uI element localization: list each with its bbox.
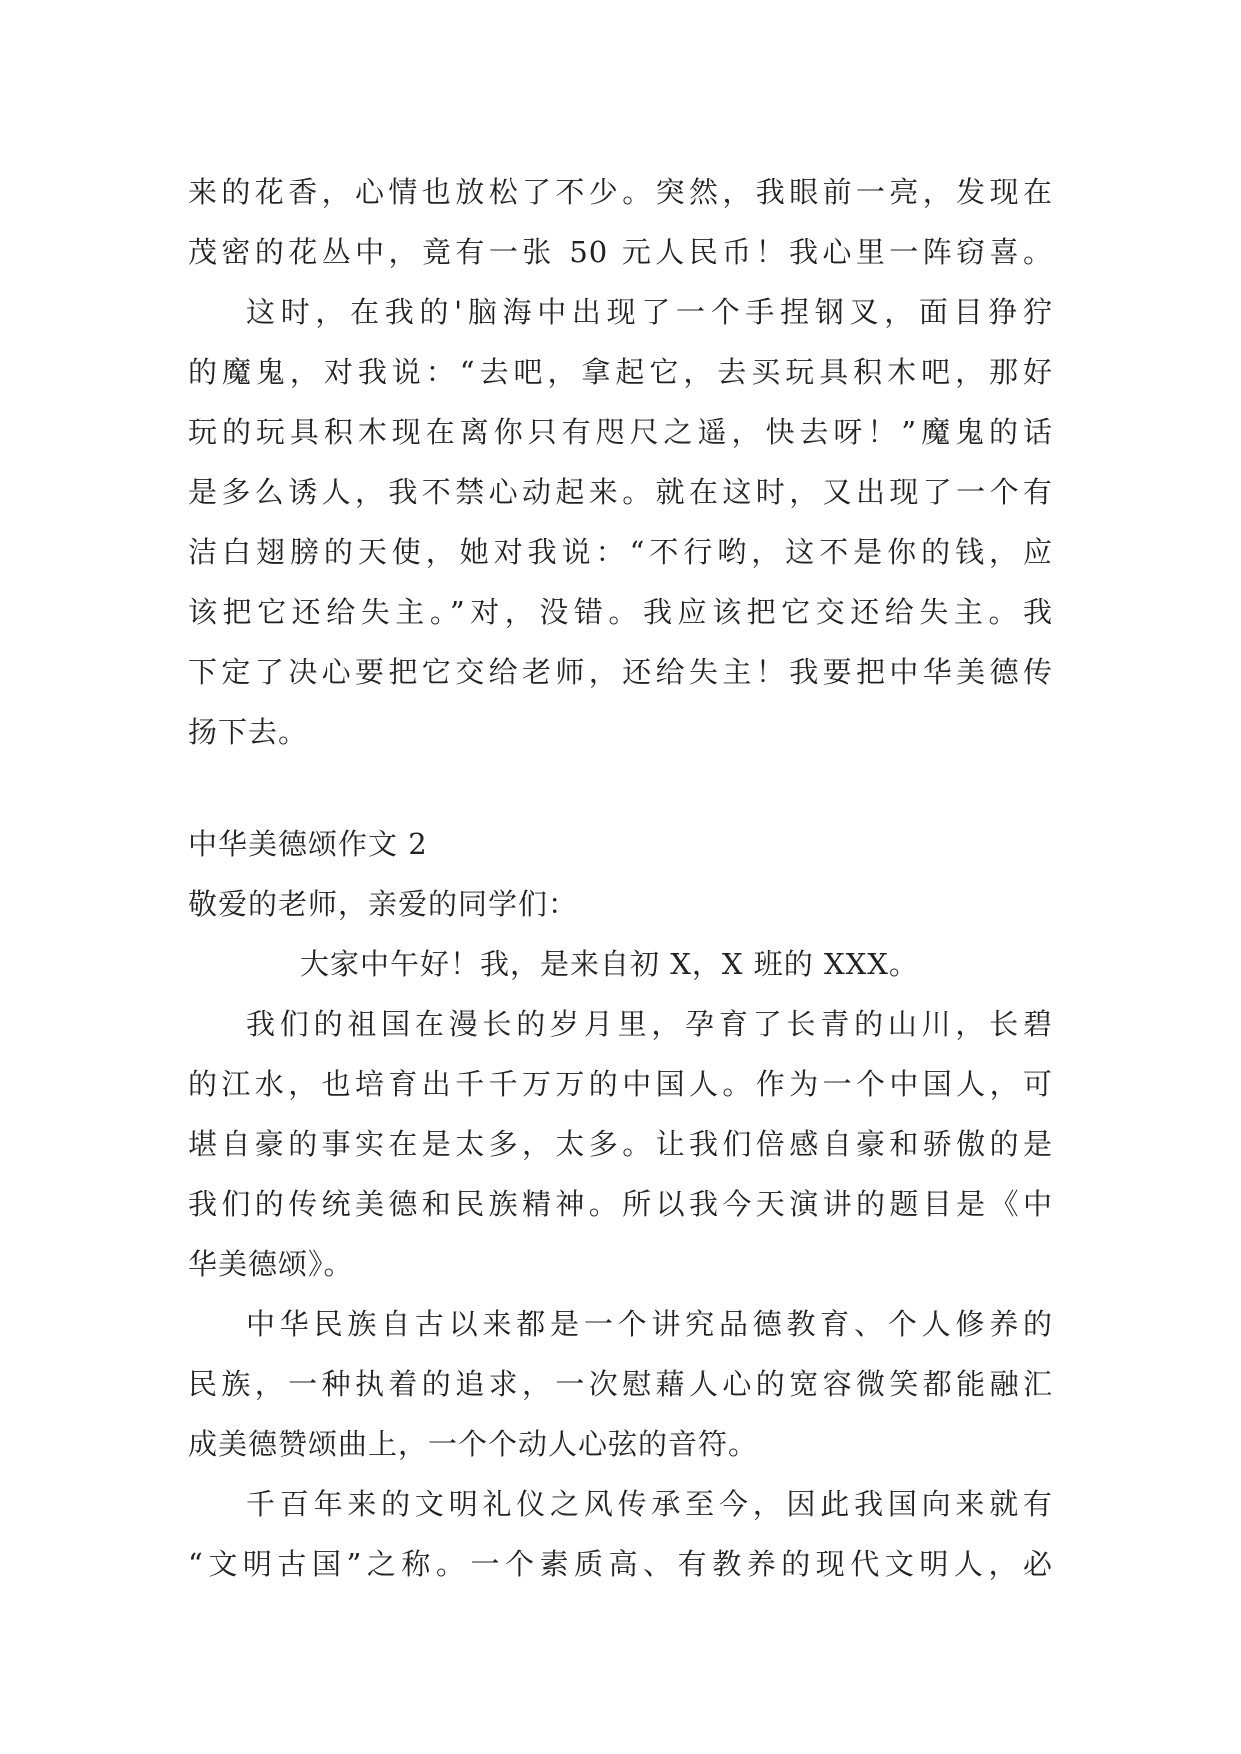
text-line: 华美德颂》。 xyxy=(188,1247,354,1281)
text-line: 是多么诱人，我不禁心动起来。就在这时，又出现了一个有 xyxy=(188,475,1053,509)
text-line: 我们的传统美德和民族精神。所以我今天演讲的题目是《中 xyxy=(188,1187,1053,1221)
text-line: 扬下去。 xyxy=(188,715,309,749)
paragraph-first-line: 千百年来的文明礼仪之风传承至今，因此我国向来就有 xyxy=(246,1487,1053,1521)
paragraph-first-line: 这时，在我的'脑海中出现了一个手捏钢叉，面目狰狞 xyxy=(246,295,1053,329)
text-line: 玩的玩具积木现在离你只有咫尺之遥，快去呀！”魔鬼的话 xyxy=(188,415,1053,449)
document-content xyxy=(188,162,1053,1594)
text-line: 茂密的花丛中，竟有一张 50 元人民币！我心里一阵窃喜。 xyxy=(188,235,1053,269)
paragraph-gap xyxy=(188,762,1053,814)
salutation: 敬爱的老师，亲爱的同学们： xyxy=(188,887,579,921)
greeting-line: 大家中午好！我，是来自初 X，X 班的 XXX。 xyxy=(300,947,919,981)
text-line: “文明古国”之称。一个素质高、有教养的现代文明人，必 xyxy=(188,1547,1053,1581)
paragraph-first-line: 我们的祖国在漫长的岁月里，孕育了长青的山川，长碧 xyxy=(246,1007,1053,1041)
text-line: 民族，一种执着的追求，一次慰藉人心的宽容微笑都能融汇 xyxy=(188,1367,1053,1401)
text-line: 的江水，也培育出千千万万的中国人。作为一个中国人，可 xyxy=(188,1067,1053,1101)
text-line: 该把它还给失主。”对，没错。我应该把它交还给失主。我 xyxy=(188,595,1053,629)
text-line: 下定了决心要把它交给老师，还给失主！我要把中华美德传 xyxy=(188,655,1053,689)
text-line: 来的花香，心情也放松了不少。突然，我眼前一亮，发现在 xyxy=(188,175,1053,209)
text-line: 洁白翅膀的天使，她对我说：“不行哟，这不是你的钱，应 xyxy=(188,535,1053,569)
section-title: 中华美德颂作文 2 xyxy=(188,827,428,861)
text-line: 的魔鬼，对我说：“去吧，拿起它，去买玩具积木吧，那好 xyxy=(188,355,1053,389)
paragraph-first-line: 中华民族自古以来都是一个讲究品德教育、个人修养的 xyxy=(246,1307,1053,1341)
text-line: 堪自豪的事实在是太多，太多。让我们倍感自豪和骄傲的是 xyxy=(188,1127,1053,1161)
text-line: 成美德赞颂曲上，一个个动人心弦的音符。 xyxy=(188,1427,759,1461)
